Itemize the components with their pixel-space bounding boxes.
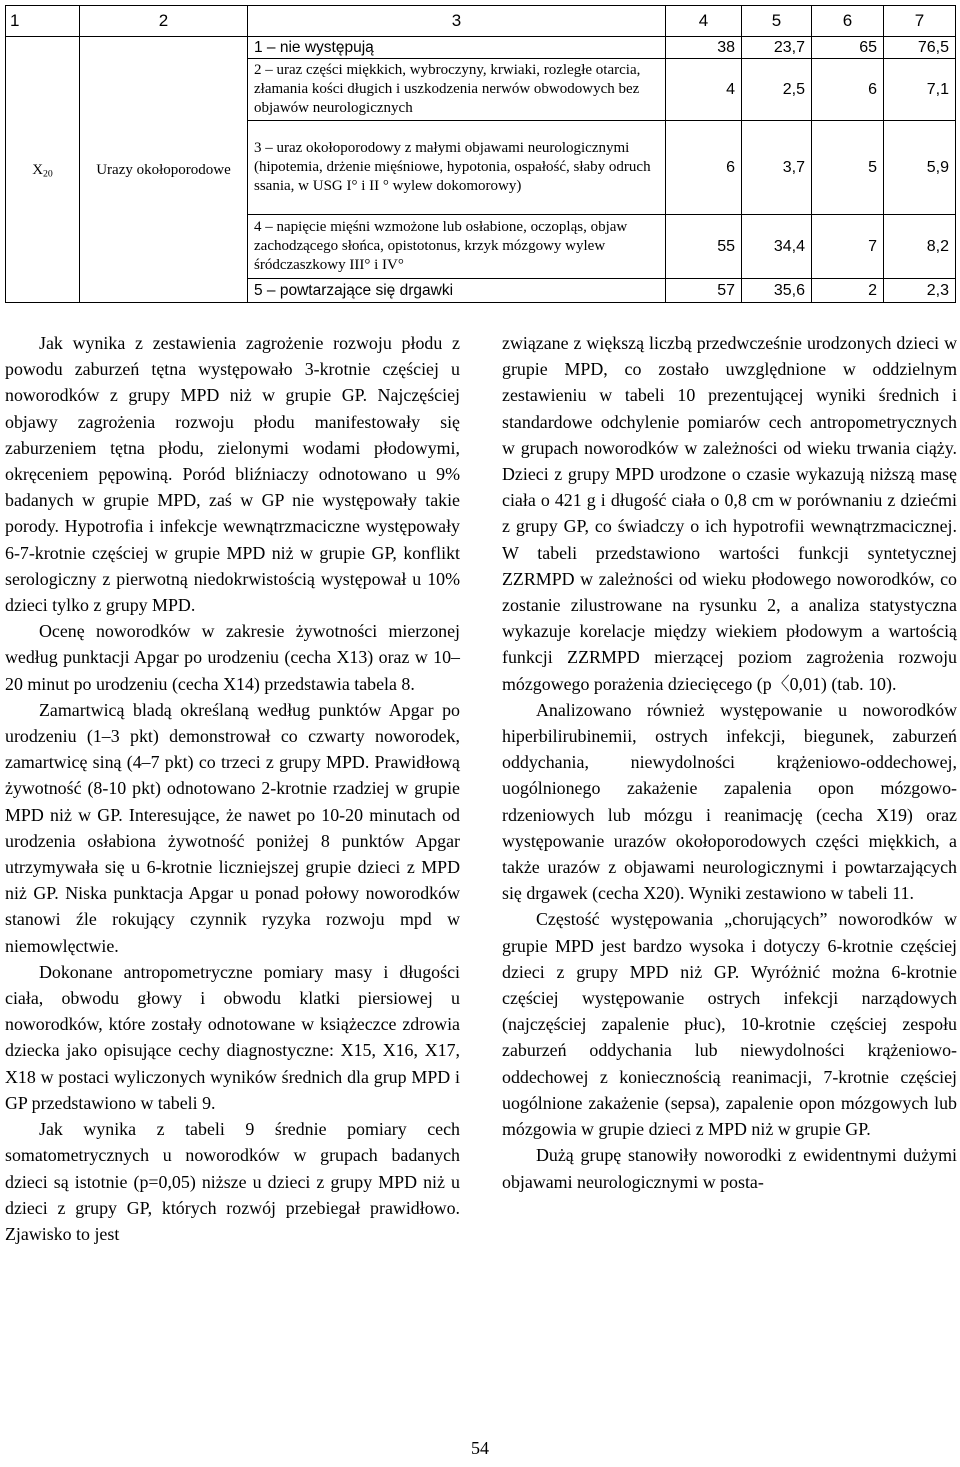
table-header-cell: 6	[812, 6, 884, 37]
row-description: 2 – uraz części miękkich, wybroczyny, krwiaki, rozległe otarcia, złamania kości długich i uszkodzenia nerwów obwodowych bez objawów neurologicznych	[248, 59, 666, 121]
table-header-cell: 1	[6, 6, 80, 37]
pct-mpd-cell: 3,7	[742, 121, 812, 215]
n-gp-cell: 7	[812, 215, 884, 279]
n-mpd-cell: 6	[666, 121, 742, 215]
data-table	[5, 5, 956, 303]
paragraph: Analizowano również występowanie u noworodków hiperbilirubinemii, ostrych infekcji, biegunek, zaburzeń oddychania, niewydolności krążeniowo-oddechowej, uogólnionego zakażenie zapalenia opon mózgowo-rdzeniowych lub mózgu i reanimację (cecha X19) oraz występowanie urazów okołoporodowych części miękkich, a także urazów z objawami neurologicznymi i powtarzających się drgawek (cecha X20). Wyniki zestawiono w tabeli 11.	[502, 699, 957, 904]
row-description: 4 – napięcie mięśni wzmożone lub osłabione, oczopląs, objaw zachodzącego słońca, opistotonus, krzyk mózgowy wylew śródczaszkowy III° i IV°	[248, 215, 666, 279]
table-row	[6, 37, 956, 59]
table-header-cell: 3	[248, 6, 666, 37]
paragraph: związane z większą liczbą przedwcześnie urodzonych dzieci w grupie MPD, co zostało uwzględnione w oddzielnym zestawieniu w tabeli 10 prezentującej wyniki średnich i standardowe odchylenie pomiarów cech antropometrycznych w grupach noworodków w zależności od wieku trwania ciąży. Dzieci z grupy MPD urodzone o czasie wykazują niższą masę ciała o 421 g i długość ciała o 0,8 cm w porównaniu z dziećmi z grupy GP, co świadczy o ich hypotrofii wewnątrzmacicznej. W tabeli przedstawiono wartości funkcji syntetycznej ZZRMPD w zależności od wieku płodowego noworodków, co zostanie zilustrowane na rysunku 2, a analiza statystyczna wykazuje korelacje między wiekiem płodowym a wartością funkcji ZZRMPD mierzącej poziom zagrożenia rozwoju mózgowego porażenia dziecięcego (p〈0,01) (tab. 10).	[502, 333, 957, 694]
n-gp-cell: 6	[812, 59, 884, 121]
pct-mpd-cell: 34,4	[742, 215, 812, 279]
n-mpd-cell: 57	[666, 279, 742, 303]
table-header-cell: 4	[666, 6, 742, 37]
variable-cell	[6, 37, 80, 303]
row-description: 5 – powtarzające się drgawki	[248, 279, 666, 303]
pct-gp-cell: 76,5	[884, 37, 956, 59]
paragraph: Jak wynika z zestawienia zagrożenie rozwoju płodu z powodu zaburzeń tętna występowało 3-krotnie częściej u noworodków z grupy MPD niż w grupie GP. Najczęściej objawy zagrożenia rozwoju płodu manifestowały się zaburzeniem tętna płodu, zielonymi wodami płodowymi, okręceniem pępowiną. Poród bliźniaczy odnotowano u 9% badanych w grupie MPD, zaś w GP nie występowały takie porody. Hypotrofia i infekcje wewnątrzmaciczne występowały 6-7-krotnie częściej w grupie MPD niż w grupie GP, konflikt serologiczny z pierwotną niedokrwistością występował u 10% dzieci tylko z grupy MPD.	[5, 333, 460, 616]
variable-label: X	[32, 161, 44, 178]
table-header-row	[6, 6, 956, 37]
variable-subscript: 20	[43, 167, 53, 179]
right-text-column	[502, 330, 957, 1195]
page-number: 54	[471, 1438, 489, 1458]
paragraph: Częstość występowania „chorujących” noworodków w grupie MPD jest bardzo wysoka i dotyczy 6-krotnie częściej dzieci z grupy MPD niż GP. Wyróżnić można 6-krotnie częściej występowanie ostrych infekcji narządowych (najczęściej zapalenie płuc), 10-krotnie częściej zespołu zaburzeń oddychania lub niewydolności krążeniowo-oddechowej z koniecznością reanimacji, 7-krotnie częściej uogólnione zakażenie (sepsa), zapalenie opon mózgowych lub mózgowia w grupie dzieci z MPD niż w grupie GP.	[502, 909, 957, 1140]
n-gp-cell: 2	[812, 279, 884, 303]
row-description: 1 – nie występują	[248, 37, 666, 59]
paragraph: Dokonane antropometryczne pomiary masy i długości ciała, obwodu głowy i obwodu klatki piersiowej u noworodków, które zostały odnotowane w książeczce zdrowia dziecka jako opisujące cechy diagnostyczne: X15, X16, X17, X18 w postaci wyliczonych wyników średnich dla grup MPD i GP przedstawiono w tabeli 9.	[5, 961, 460, 1113]
n-mpd-cell: 38	[666, 37, 742, 59]
pct-gp-cell: 5,9	[884, 121, 956, 215]
paragraph: Jak wynika z tabeli 9 średnie pomiary cech somatometrycznych u noworodków w grupach badanych dzieci są istotnie (p=0,05) niższe u dzieci z grupy MPD niż u dzieci z grupy GP, których rozwój przebiegał prawidłowo. Zjawisko to jest	[5, 1119, 460, 1244]
pct-mpd-cell: 2,5	[742, 59, 812, 121]
pct-mpd-cell: 35,6	[742, 279, 812, 303]
table-header-cell: 5	[742, 6, 812, 37]
left-text-column	[5, 330, 460, 1247]
n-mpd-cell: 4	[666, 59, 742, 121]
n-gp-cell: 5	[812, 121, 884, 215]
pct-gp-cell: 2,3	[884, 279, 956, 303]
paragraph: Ocenę noworodków w zakresie żywotności mierzonej według punktacji Apgar po urodzeniu (cecha X13) oraz w 10–20 minut po urodzeniu (cecha X14) przedstawia tabela 8.	[5, 621, 460, 694]
n-gp-cell: 65	[812, 37, 884, 59]
pct-mpd-cell: 23,7	[742, 37, 812, 59]
paragraph: Zamartwicą bladą określaną według punktów Apgar po urodzeniu (1–3 pkt) demonstrował co czwarty noworodek, zamartwicę siną (4–7 pkt) co trzeci z grupy MPD. Prawidłową żywotność (8-10 pkt) odnotowano 2-krotnie rzadziej w grupie MPD niż w GP. Interesujące, że nawet po 10-20 minutach od urodzenia osłabiona żywotność poniżej 8 punktów Apgar utrzymywała się u 6-krotnie liczniejszej grupie dzieci z MPD niż GP. Niska punktacja Apgar u ponad połowy noworodków stanowi źle rokujący czynnik ryzyka rozwoju mpd w niemowlęctwie.	[5, 699, 460, 956]
paragraph: Dużą grupę stanowiły noworodki z ewidentnymi dużymi objawami neurologicznymi w posta-	[502, 1145, 957, 1192]
group-label-cell: Urazy okołoporodowe	[80, 37, 248, 303]
n-mpd-cell: 55	[666, 215, 742, 279]
row-description: 3 – uraz okołoporodowy z małymi objawami neurologicznymi (hipotemia, drżenie mięśniowe, hypotonia, ospałość, słaby odruch ssania, w USG I° i II ° wylew dokomorowy)	[248, 121, 666, 215]
table-header-cell: 7	[884, 6, 956, 37]
pct-gp-cell: 7,1	[884, 59, 956, 121]
table-header-cell: 2	[80, 6, 248, 37]
pct-gp-cell: 8,2	[884, 215, 956, 279]
